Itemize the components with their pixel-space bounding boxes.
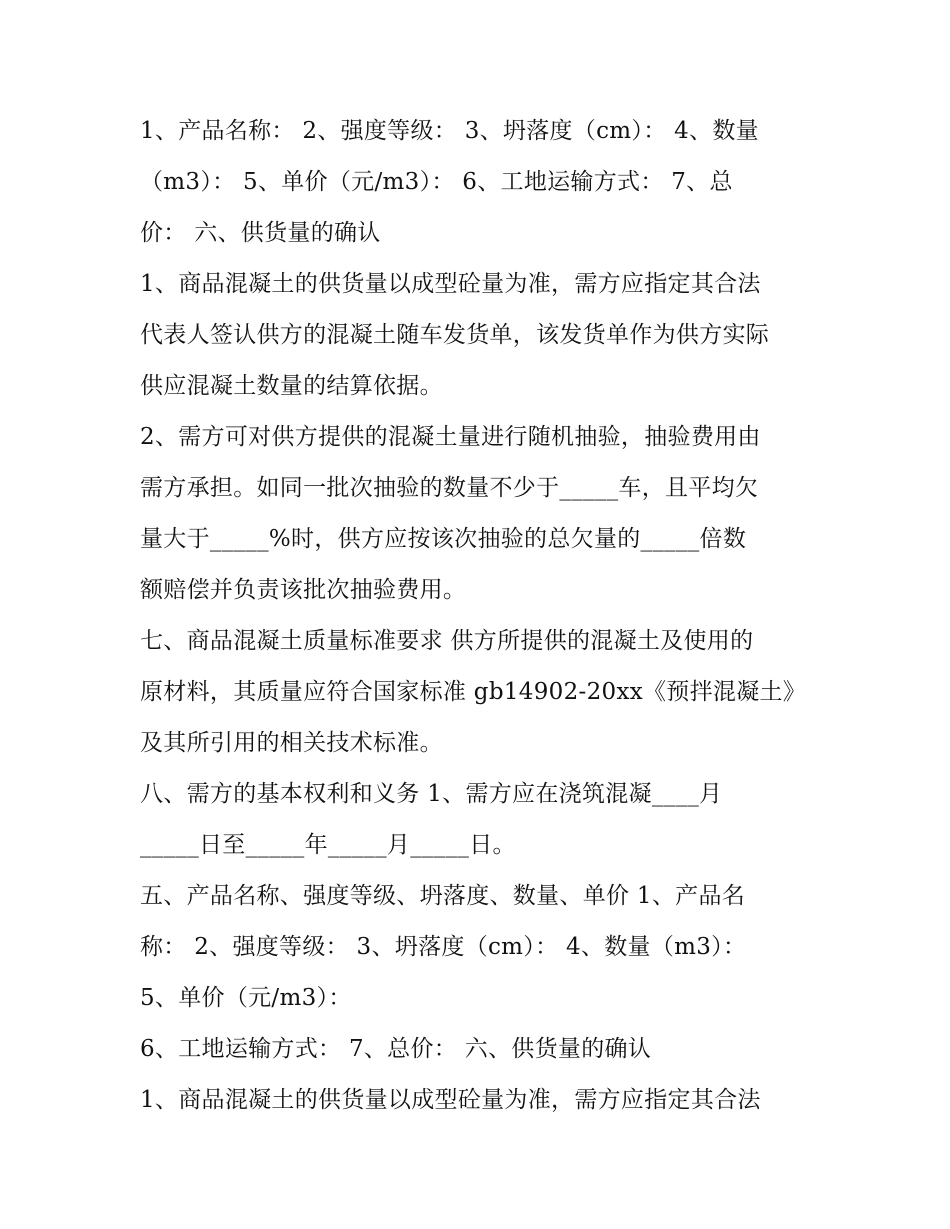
text-line: 及其所引用的相关技术标准。: [140, 730, 443, 756]
text-line: 量大于_____%时，供方应按该次抽验的总欠量的_____倍数: [140, 526, 747, 552]
text-line: 五、产品名称、强度等级、坍落度、数量、单价 1、产品名: [140, 883, 746, 909]
text-line: 6、工地运输方式： 7、总价： 六、供货量的确认: [140, 1036, 652, 1062]
text-line: 八、需方的基本权利和义务 1、需方应在浇筑混凝____月: [140, 781, 723, 807]
document-body: [140, 106, 820, 1126]
text-line: 代表人签认供方的混凝土随车发货单，该发货单作为供方实际: [140, 322, 770, 348]
text-line: _____日至_____年_____月_____日。: [140, 832, 516, 858]
text-line: 1、商品混凝土的供货量以成型砼量为准，需方应指定其合法: [140, 1087, 761, 1113]
text-line: 供应混凝土数量的结算依据。: [140, 373, 443, 399]
text-line: 价： 六、供货量的确认: [140, 220, 381, 246]
text-line: 5、单价（元/m3）：: [140, 985, 352, 1011]
text-line: 1、产品名称： 2、强度等级： 3、坍落度（cm）： 4、数量: [140, 118, 759, 144]
text-line: 额赔偿并负责该批次抽验费用。: [140, 577, 467, 603]
text-line: 需方承担。如同一批次抽验的数量不少于_____车，且平均欠: [140, 475, 759, 501]
text-line: 七、商品混凝土质量标准要求 供方所提供的混凝土及使用的: [140, 628, 754, 654]
text-line: 1、商品混凝土的供货量以成型砼量为准，需方应指定其合法: [140, 271, 761, 297]
text-line: 原材料，其质量应符合国家标准 gb14902-20xx《预拌混凝土》: [140, 679, 807, 705]
text-line: （m3）： 5、单价（元/m3）： 6、工地运输方式： 7、总: [140, 169, 733, 195]
text-line: 2、需方可对供方提供的混凝土量进行随机抽验，抽验费用由: [140, 424, 761, 450]
text-line: 称： 2、强度等级： 3、坍落度（cm）： 4、数量（m3）：: [140, 934, 747, 960]
